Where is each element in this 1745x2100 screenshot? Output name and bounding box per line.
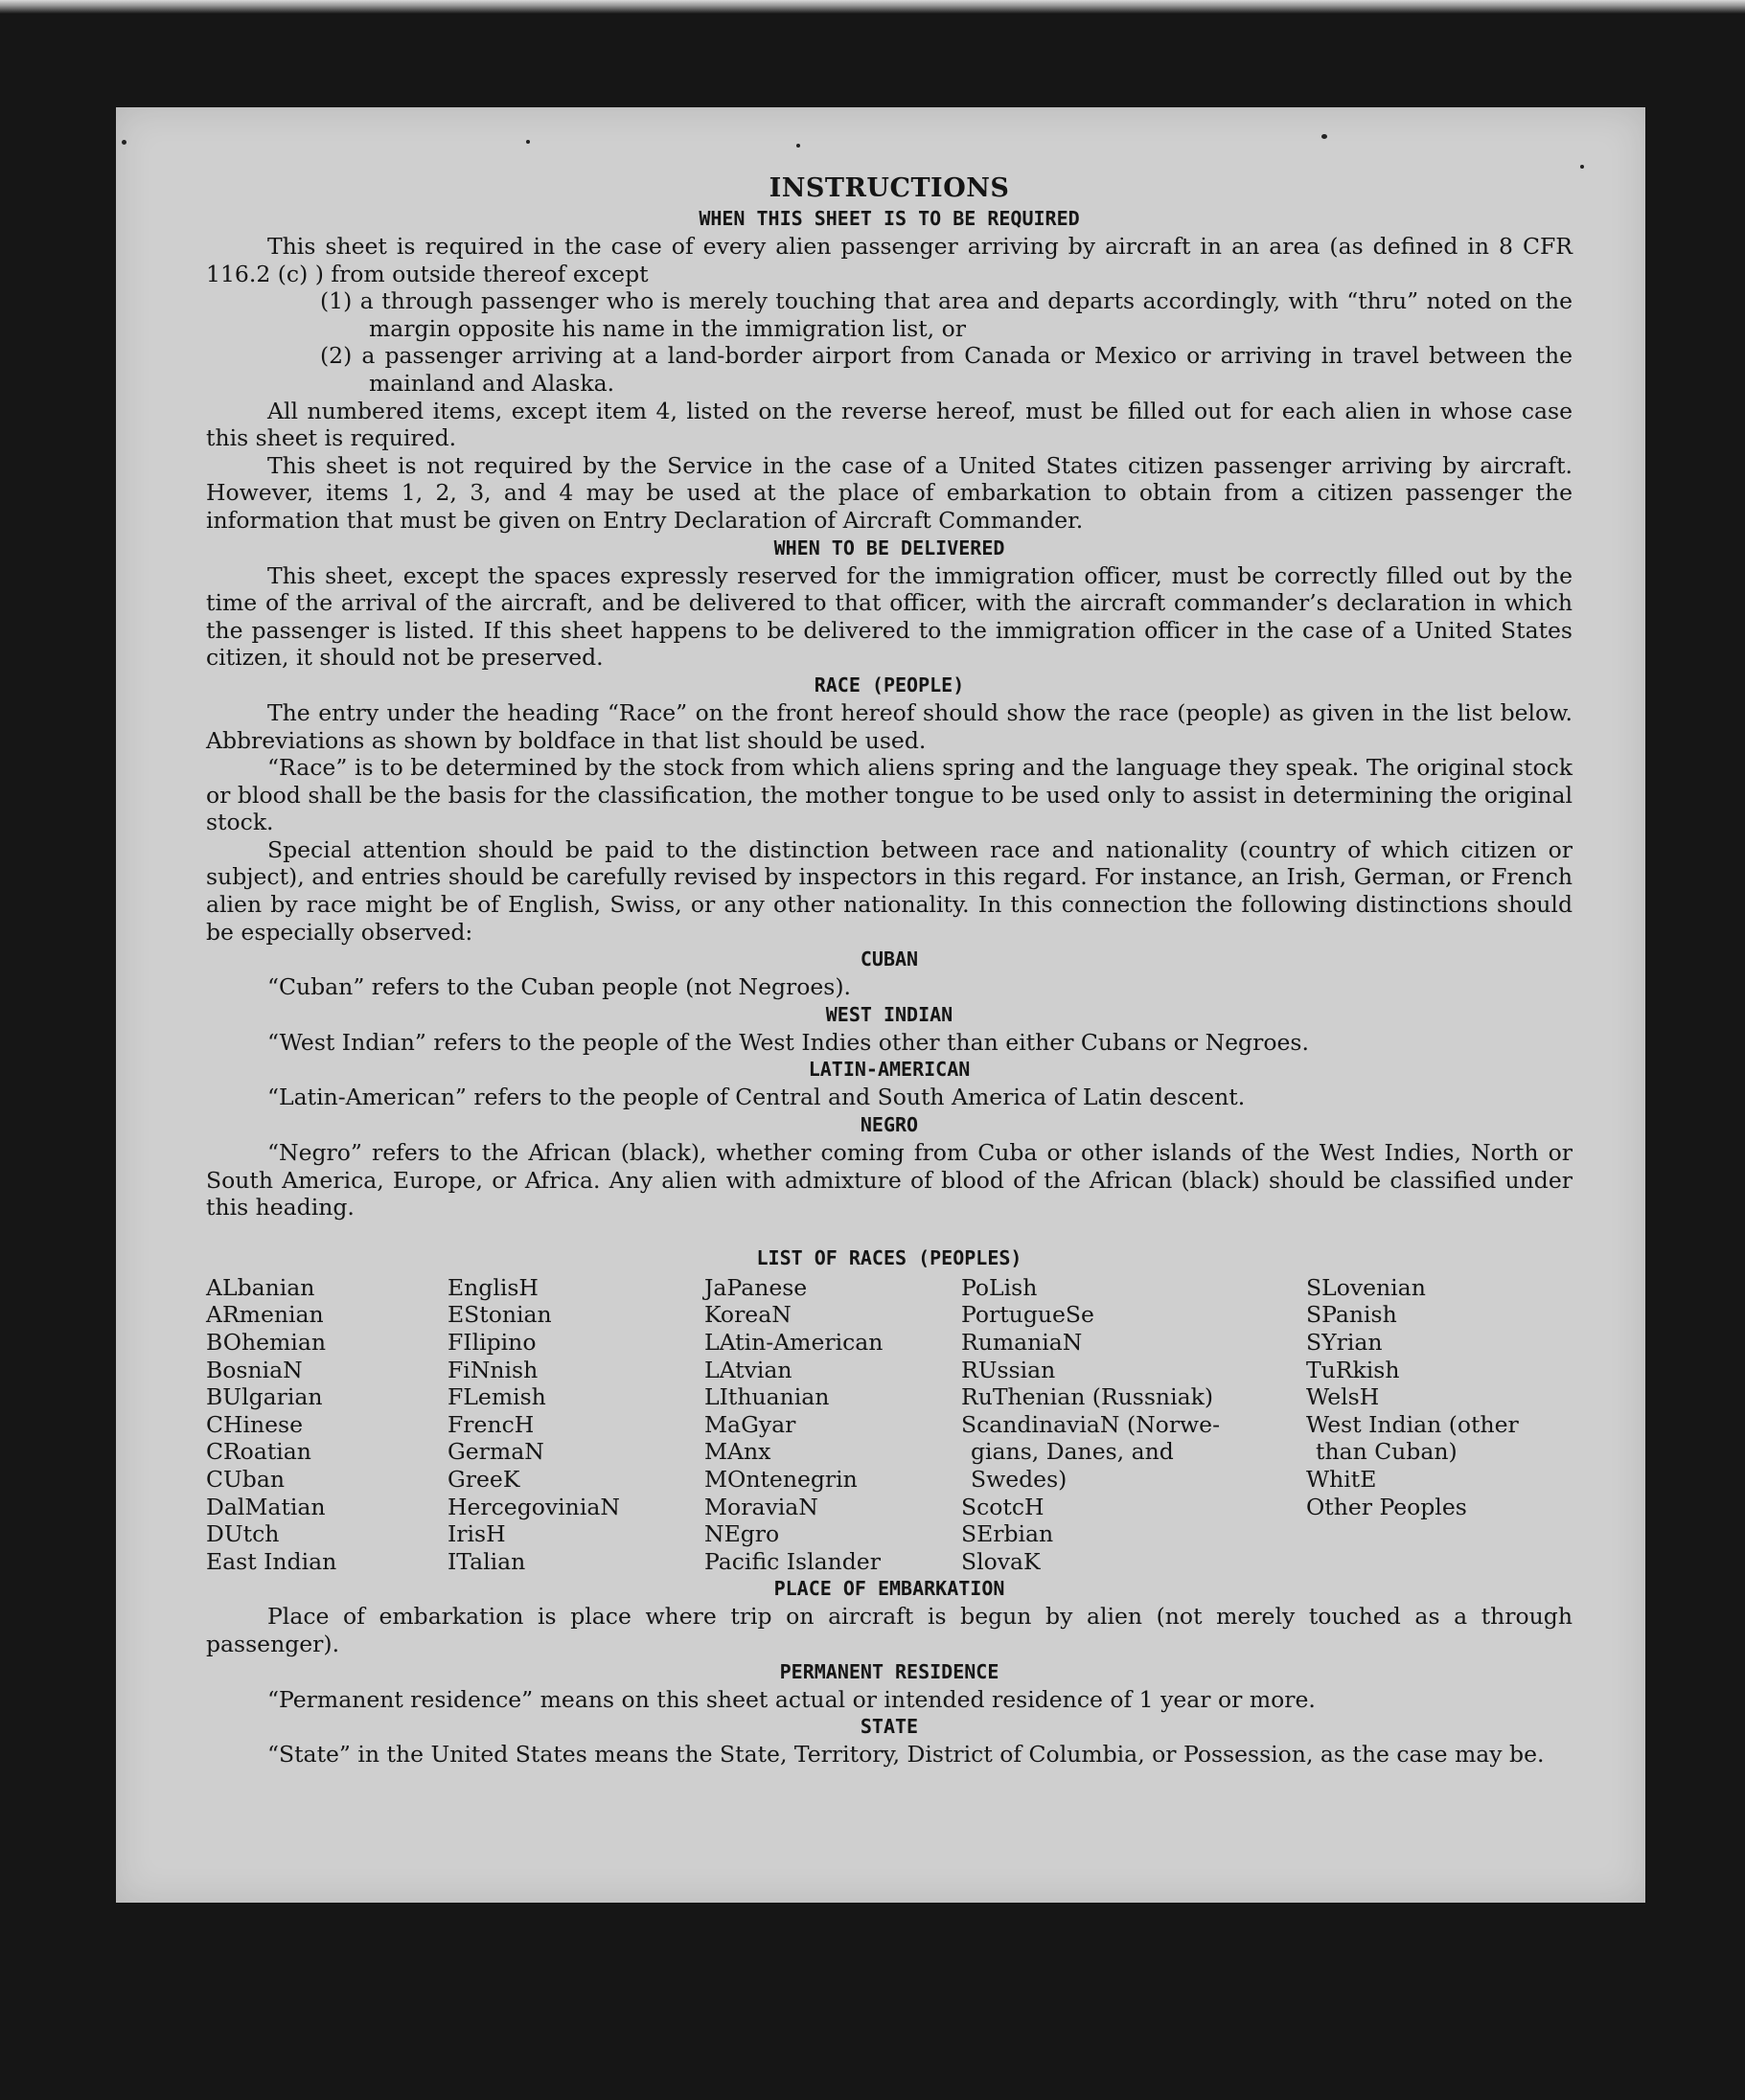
intro-paragraph: This sheet is required in the case of every alien passenger arriving by aircraft in an area (as defined in 8 CFR 116.2 (c) ) from outside thereof except <box>206 233 1573 287</box>
race-entry: MOntenegrin <box>704 1465 858 1493</box>
race-entry: LAtin-American <box>704 1329 884 1356</box>
race-entry: LIthuanian <box>704 1383 830 1411</box>
races-column-1 <box>206 1274 448 1576</box>
race-entry: East Indian <box>206 1547 337 1575</box>
race-entry: WhitE <box>1306 1465 1377 1493</box>
race-entry: FrencH <box>448 1410 535 1438</box>
race-entry: EStonian <box>448 1301 552 1329</box>
delivered-paragraph: This sheet, except the spaces expressly reserved for the immigration officer, must be correctly filled out by the time of the arrival of the aircraft, and be delivered to that officer, with the aircraft commander’s declaration in which the passenger is listed. If this sheet happens to be delivered to the immigration officer in the case of a United States citizen, it should not be preserved. <box>206 561 1573 672</box>
race-entry: BUlgarian <box>206 1383 323 1411</box>
heading-negro: NEGRO <box>860 1113 919 1137</box>
speck <box>1321 134 1327 139</box>
races-column-2 <box>448 1274 704 1576</box>
state-paragraph: “State” in the United States means the State, Territory, District of Columbia, or Possession, as the case may be. <box>267 1741 1545 1769</box>
race-entry: Swedes) <box>971 1465 1068 1493</box>
heading-permanent-residence: PERMANENT RESIDENCE <box>779 1659 999 1683</box>
speck <box>526 140 530 144</box>
race-entry: SErbian <box>961 1520 1054 1548</box>
race-entry: TuRkish <box>1306 1356 1400 1383</box>
cuban-paragraph: “Cuban” refers to the Cuban people (not Negroes). <box>267 973 852 1001</box>
races-list <box>206 1274 1573 1576</box>
race-entry: GreeK <box>448 1465 520 1493</box>
race-entry: Pacific Islander <box>704 1547 881 1575</box>
race-entry: JaPanese <box>704 1273 808 1301</box>
race-entry: ITalian <box>448 1547 526 1575</box>
race-entry: KoreaN <box>704 1301 792 1329</box>
race-entry: West Indian (other <box>1306 1410 1519 1438</box>
speck <box>122 140 126 145</box>
race-entry: FLemish <box>448 1383 546 1411</box>
race-entry: ScotcH <box>961 1493 1045 1520</box>
heading-latin-american: LATIN-AMERICAN <box>808 1058 971 1082</box>
race-entry: PoLish <box>961 1273 1038 1301</box>
speck <box>1580 165 1584 169</box>
heading-embarkation: PLACE OF EMBARKATION <box>773 1577 1005 1601</box>
race-entry: PortugueSe <box>961 1301 1094 1329</box>
race-entry: MAnx <box>704 1438 771 1466</box>
race-entry: EnglisH <box>448 1273 539 1301</box>
race-entry: CUban <box>206 1465 285 1493</box>
race-entry: LAtvian <box>704 1356 792 1383</box>
race-entry: DUtch <box>206 1520 280 1548</box>
residence-paragraph: “Permanent residence” means on this sheet actual or intended residence of 1 year or more. <box>267 1685 1316 1713</box>
race-entry: than Cuban) <box>1316 1438 1458 1466</box>
race-entry: BosniaN <box>206 1356 303 1383</box>
race-entry: CRoatian <box>206 1438 311 1466</box>
race-entry: DalMatian <box>206 1493 326 1520</box>
race-entry: FIlipino <box>448 1329 537 1356</box>
race-entry: gians, Danes, and <box>971 1438 1174 1466</box>
speck <box>796 144 800 148</box>
heading-state: STATE <box>860 1715 919 1739</box>
race-entry: MaGyar <box>704 1410 796 1438</box>
race-entry: ALbanian <box>206 1273 315 1301</box>
race-entry: NEgro <box>704 1520 780 1548</box>
race-entry: FiNnish <box>448 1356 539 1383</box>
race-entry: RumaniaN <box>961 1329 1083 1356</box>
document-page <box>116 107 1645 1903</box>
negro-paragraph: “Negro” refers to the African (black), whether coming from Cuba or other islands of the West Indies, North or South America, Europe, or Africa. Any alien with admixture of blood of the African (black) should be classified under this heading. <box>206 1139 1573 1221</box>
latin-american-paragraph: “Latin-American” refers to the people of Central and South America of Latin descent. <box>267 1084 1246 1111</box>
race-entry: SYrian <box>1306 1329 1383 1356</box>
heading-list-of-races: LIST OF RACES (PEOPLES) <box>756 1245 1022 1269</box>
races-column-5 <box>1306 1274 1573 1576</box>
heading-west-indian: WEST INDIAN <box>825 1002 953 1026</box>
citizen-paragraph: This sheet is not required by the Service in the case of a United States citizen passenger arriving by aircraft. However, items 1, 2, 3, and 4 may be used at the place of embarkation to obtain from a citizen passenger the information that must be given on Entry Declaration of Aircraft Commander. <box>206 451 1573 534</box>
page-title: INSTRUCTIONS <box>769 173 1010 203</box>
race-paragraph-2: “Race” is to be determined by the stock from which aliens spring and the language they speak. The original stock or blood shall be the basis for the classification, the mother tongue to be used only to assist in determining the original stock. <box>206 754 1573 836</box>
race-entry: ScandinaviaN (Norwe- <box>961 1410 1221 1438</box>
exception-item-2: (2) a passenger arriving at a land-border airport from Canada or Mexico or arriving in travel between the mainland and Alaska. <box>320 342 1573 397</box>
races-column-3 <box>704 1274 961 1576</box>
heading-cuban: CUBAN <box>860 947 919 971</box>
race-entry: HercegoviniaN <box>448 1493 620 1520</box>
race-paragraph-1: The entry under the heading “Race” on the front hereof should show the race (people) as given in the list below. Abbreviations as shown by boldface in that list should be used. <box>206 698 1573 754</box>
heading-when-delivered: WHEN TO BE DELIVERED <box>773 536 1005 559</box>
race-entry: IrisH <box>448 1520 506 1548</box>
race-entry: CHinese <box>206 1410 303 1438</box>
race-entry: WelsH <box>1306 1383 1380 1411</box>
race-entry: SPanish <box>1306 1301 1397 1329</box>
embarkation-paragraph: Place of embarkation is place where trip on aircraft is begun by alien (not merely touched as a through passenger). <box>206 1603 1573 1657</box>
race-entry: RuThenian (Russniak) <box>961 1383 1213 1411</box>
heading-when-required: WHEN THIS SHEET IS TO BE REQUIRED <box>699 207 1080 230</box>
race-entry: SlovaK <box>961 1547 1041 1575</box>
race-entry: MoraviaN <box>704 1493 818 1520</box>
race-entry: RUssian <box>961 1356 1056 1383</box>
race-entry: ARmenian <box>206 1301 324 1329</box>
race-entry: BOhemian <box>206 1329 326 1356</box>
heading-race: RACE (PEOPLE) <box>814 673 965 696</box>
west-indian-paragraph: “West Indian” refers to the people of the West Indies other than either Cubans or Negroes. <box>267 1028 1309 1056</box>
scan-top-edge <box>0 0 1745 13</box>
race-paragraph-3: Special attention should be paid to the distinction between race and nationality (country of which citizen or subject), and entries should be carefully revised by inspectors in this regard. For instance, an Irish, German, or French alien by race might be of English, Swiss, or any other nationality. In this connection the following distinctions should be especially observed: <box>206 835 1573 946</box>
numbered-items-paragraph: All numbered items, except item 4, listed on the reverse hereof, must be filled out for each alien in whose case this sheet is required. <box>206 397 1573 452</box>
race-entry: SLovenian <box>1306 1273 1426 1301</box>
race-entry: Other Peoples <box>1306 1493 1467 1520</box>
race-entry: GermaN <box>448 1438 544 1466</box>
races-column-4 <box>961 1274 1306 1576</box>
instructions-content <box>206 172 1573 1769</box>
exception-item-1: (1) a through passenger who is merely touching that area and departs accordingly, with “thru” noted on the margin opposite his name in the immigration list, or <box>320 287 1573 342</box>
